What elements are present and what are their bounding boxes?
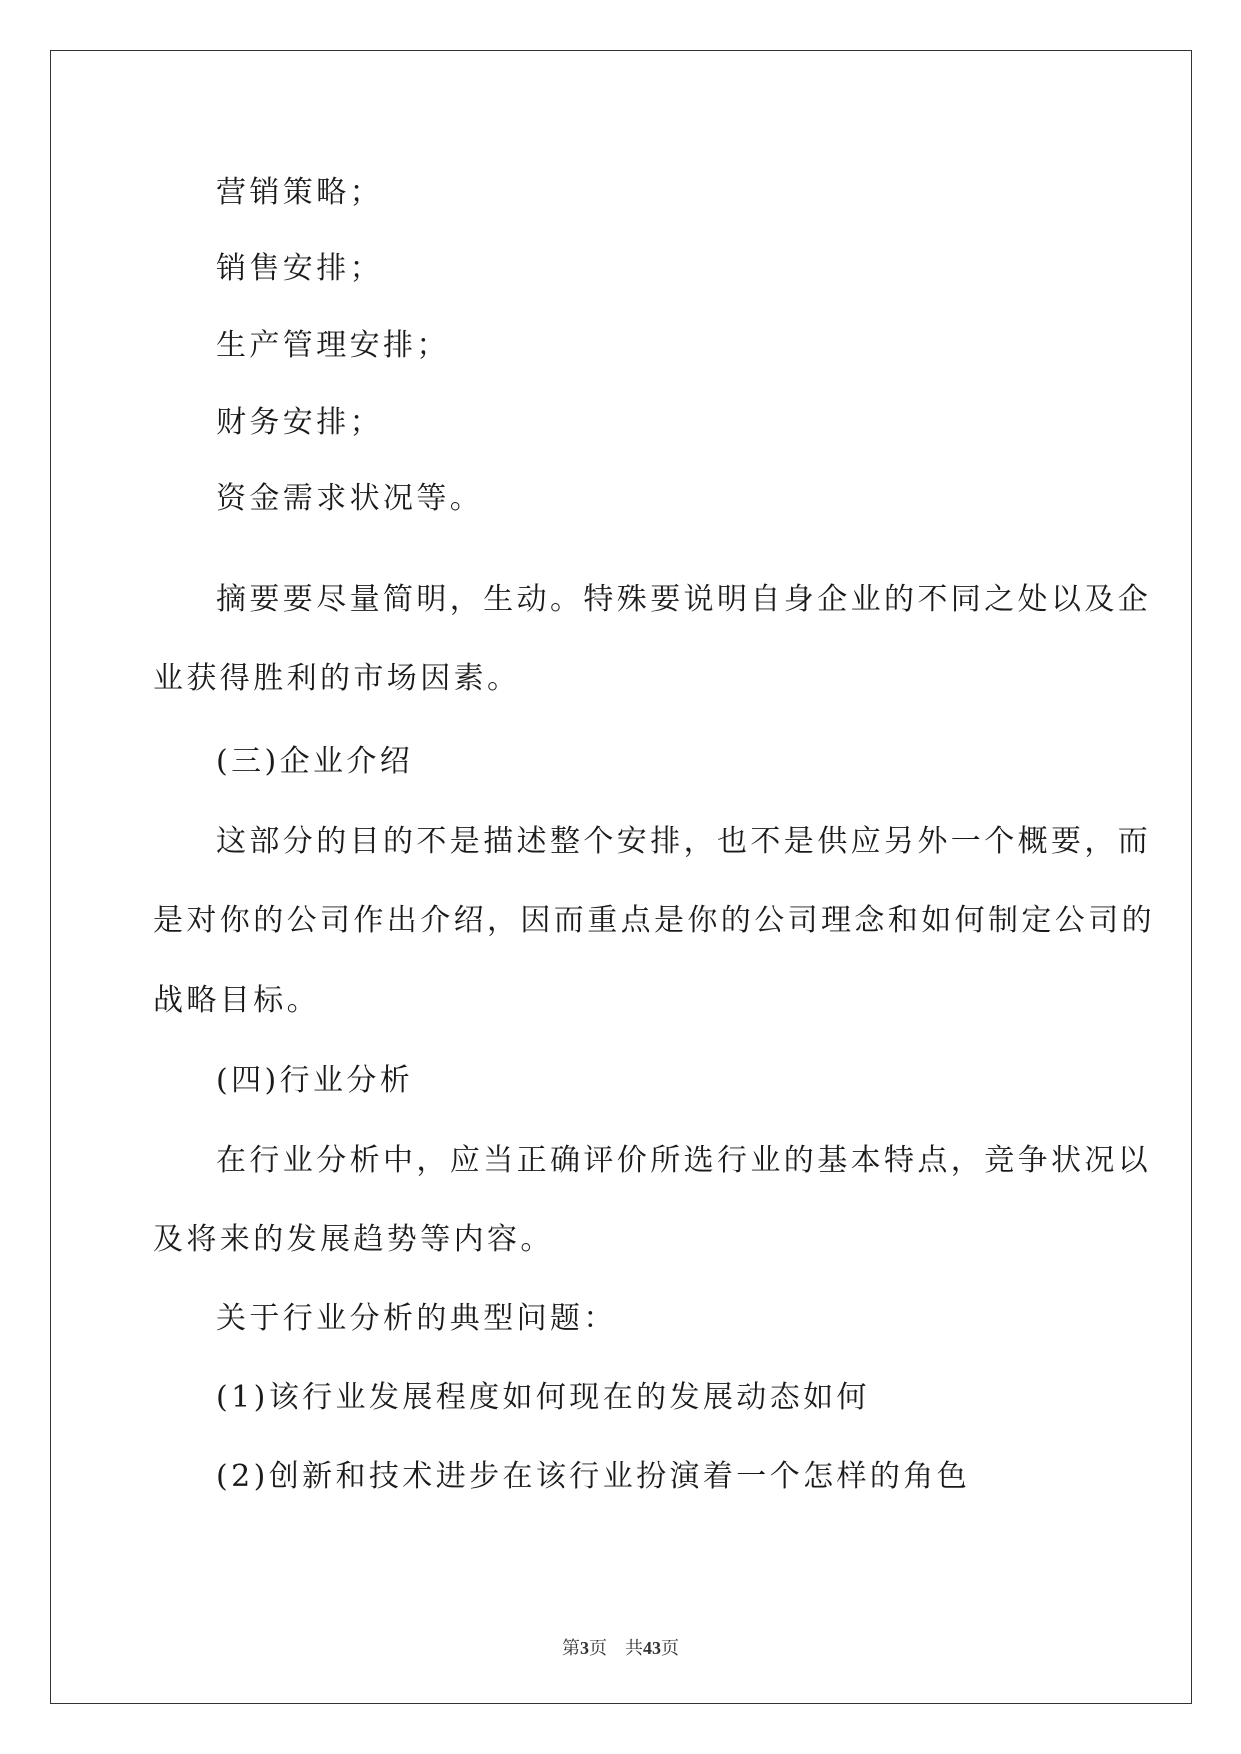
text-line-2: 销售安排；: [216, 251, 383, 286]
footer-total-prefix: 共: [625, 1638, 643, 1658]
text-line-17: (2)创新和技术进步在该行业扮演着一个怎样的角色: [216, 1459, 971, 1494]
text-line-14: 及将来的发展趋势等内容。: [153, 1222, 554, 1257]
section-heading-3: (三)企业介绍: [216, 744, 414, 779]
page-border: [50, 50, 1192, 1704]
text-line-3: 生产管理安排；: [216, 328, 450, 363]
footer-page-suffix: 页: [589, 1638, 607, 1658]
text-line-16: (1)该行业发展程度如何现在的发展动态如何: [216, 1380, 870, 1415]
text-line-6: 摘要要尽量简明，生动。特殊要说明自身企业的不同之处以及企: [216, 582, 1152, 617]
text-line-5: 资金需求状况等。: [216, 481, 484, 516]
footer-prefix: 第: [562, 1638, 580, 1658]
text-line-7: 业获得胜利的市场因素。: [153, 661, 521, 696]
footer-total-suffix: 页: [661, 1638, 679, 1658]
text-line-10: 是对你的公司作出介绍，因而重点是你的公司理念和如何制定公司的: [153, 903, 1155, 938]
page-footer: [0, 1636, 1241, 1660]
text-line-1: 营销策略；: [216, 175, 383, 210]
text-line-11: 战略目标。: [153, 983, 320, 1018]
text-line-4: 财务安排；: [216, 405, 383, 440]
footer-total-pages: 43: [643, 1638, 661, 1658]
text-line-13: 在行业分析中，应当正确评价所选行业的基本特点，竞争状况以: [216, 1143, 1152, 1178]
footer-page-number: 3: [580, 1638, 589, 1658]
section-heading-4: (四)行业分析: [216, 1063, 414, 1098]
text-line-9: 这部分的目的不是描述整个安排，也不是供应另外一个概要，而: [216, 824, 1152, 859]
text-line-15: 关于行业分析的典型问题：: [216, 1301, 617, 1336]
